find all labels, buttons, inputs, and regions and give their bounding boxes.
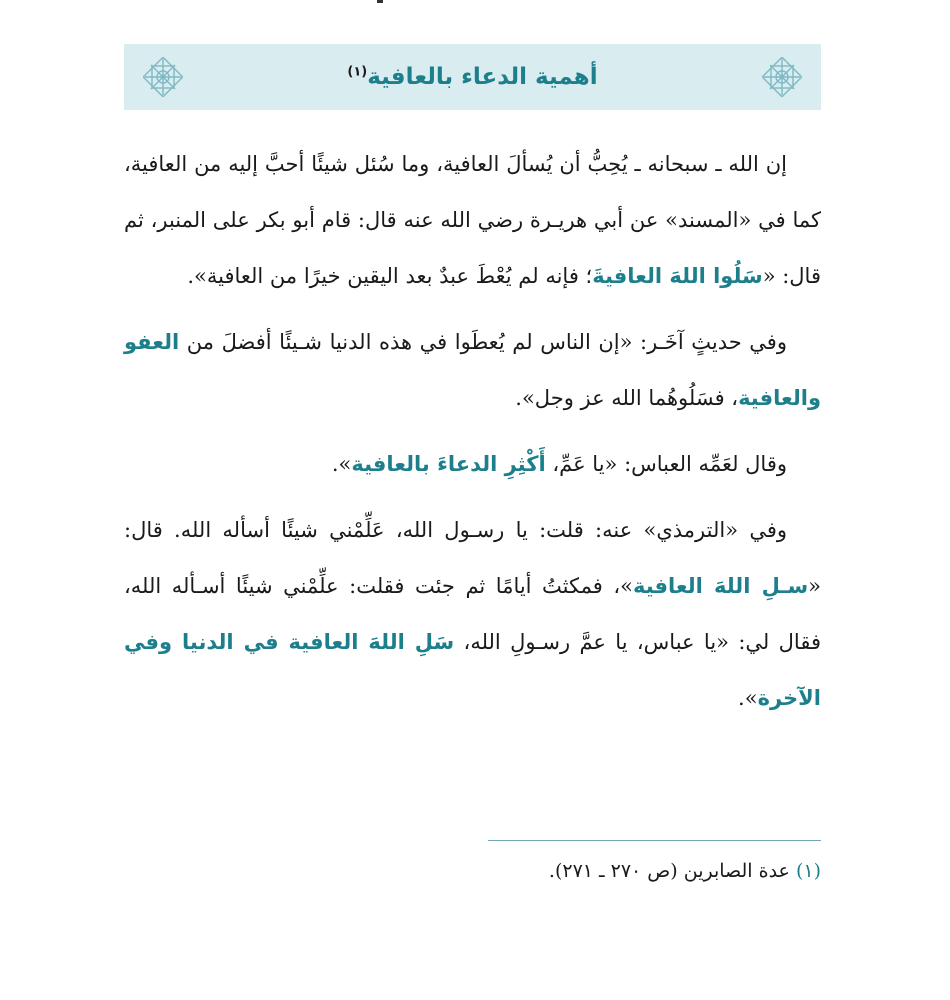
page-mark (377, 0, 383, 3)
text-run: ». (738, 686, 758, 710)
footnote-text: عدة الصابرين (ص ٢٧٠ ـ ٢٧١). (548, 860, 790, 882)
text-run: ؛ فإنه لم يُعْطَ عبدٌ بعد اليقين خيرًا من العافية». (187, 264, 593, 288)
text-run: ». (331, 452, 352, 476)
footnote-divider (488, 840, 821, 841)
ornament-icon (143, 57, 183, 97)
highlighted-quote: سَلِ اللهَ العافية في الدنيا وفي الآخرة (124, 630, 821, 710)
paragraph (124, 314, 821, 426)
highlighted-quote: أَكْثِرِ الدعاءَ بالعافية (351, 452, 546, 476)
body-text (124, 136, 821, 736)
footnote-reference: (١) (347, 64, 368, 80)
text-run: وفي حديثٍ آخَـر: «إن الناس لم يُعطَوا في هذه الدنيا شـيئًا أفضلَ من (179, 330, 787, 354)
footnote-number: (١) (795, 860, 821, 882)
text-run: إن الله ـ سبحانه ـ يُحِبُّ أن يُسألَ العافية، وما سُئل شيئًا أحبَّ إليه من العافية، كما في «المسند» عن أبي هريـرة رضي الله عنه قال: قام أبو بكر على المنبر، ثم قال: « (124, 152, 821, 288)
highlighted-quote: العفو والعافية (124, 330, 821, 410)
paragraph (124, 136, 821, 304)
text-run: وفي «الترمذي» عنه: قلت: يا رسـول الله، عَلِّمْني شيئًا أسأله الله. قال: « (124, 518, 821, 598)
chapter-title: أهمية الدعاء بالعافية$^{(١)}$ (347, 64, 598, 90)
paragraph (124, 436, 821, 492)
text-run: »، فمكثتُ أيامًا ثم جئت فقلت: علِّمْني شيئًا أسـأله الله، فقال لي: «يا عباس، يا عمَّ رسـولِ الله، (124, 574, 821, 654)
highlighted-quote: سـلِ اللهَ العافية (632, 574, 809, 598)
paragraph (124, 502, 821, 726)
footnote (549, 860, 821, 882)
chapter-title-banner (124, 44, 821, 110)
text-run: ، فسَلُوهُما الله عز وجل». (515, 386, 739, 410)
ornament-icon (762, 57, 802, 97)
text-run: وقال لعَمِّه العباس: «يا عَمِّ، (545, 452, 787, 476)
highlighted-quote: سَلُوا اللهَ العافيةَ (592, 264, 763, 288)
